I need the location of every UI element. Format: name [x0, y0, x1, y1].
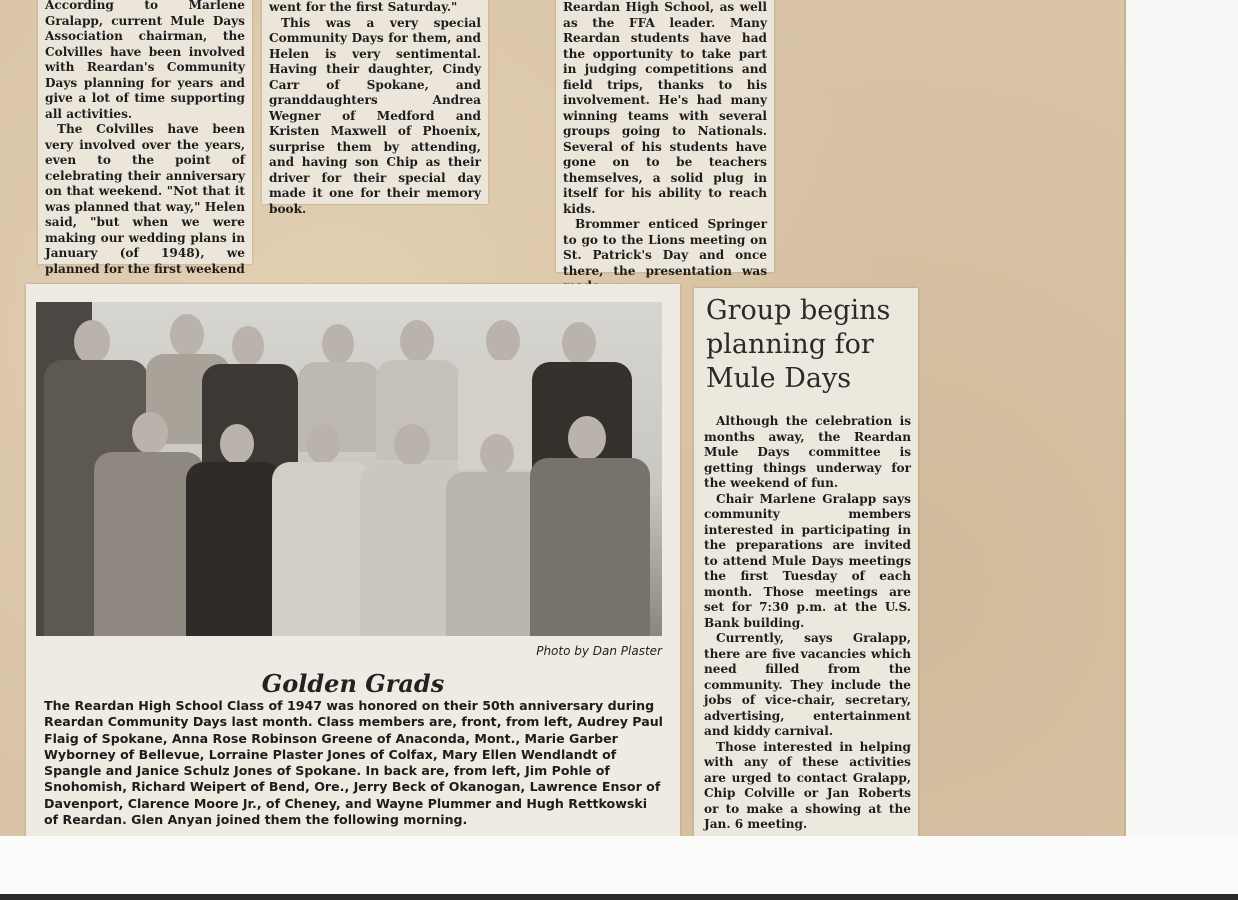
mule-days-article-clipping	[694, 288, 918, 836]
paragraph: This was a very special Community Days for them, and Helen is very sentimental. Having their daughter, Cindy Carr of Spokane, and granddaughters Andrea Wegner of Medford and Kristen Maxwell of Phoenix, surprise them by attending, and having son Chip as their driver for their special day made it one for their memory book.	[269, 15, 481, 216]
paragraph: According to Marlene Gralapp, current Mule Days Association chairman, the Colvilles have been involved with Reardan's Community Days planning for years and give a lot of time supporting all activities.	[45, 0, 245, 121]
article-column-a	[38, 0, 252, 277]
paragraph: Those interested in helping with any of these activities are urged to contact Gralapp, Chip Colville or Jan Roberts or to make a showing at the Jan. 6 meeting.	[704, 739, 911, 831]
photo-clipping	[26, 284, 680, 844]
scan-margin	[0, 836, 1238, 894]
paragraph: The Colvilles have been very involved over the years, even to the point of celebrating their anniversary on that weekend. "Not that it was planned that way," Helen said, "but when we were making our wedding plans in January (of 1948), we planned for the first weekend	[45, 122, 245, 276]
article-column-c	[556, 0, 774, 295]
photo-credit: Photo by Dan Plaster	[536, 644, 662, 658]
article-headline: Group begins planning for Mule Days	[706, 295, 891, 394]
newspaper-clipping-column-c	[556, 0, 774, 278]
article-body	[694, 414, 918, 833]
photo-caption: The Reardan High School Class of 1947 was honored on their 50th anniversary during Reardan Community Days last month. Class members are, front, from left, Audrey Paul Flaig of Spokane, Anna Rose Robinson Greene of Anaconda, Mont., Marie Garber Wyborney of Bellevue, Lorraine Plaster Jones of Colfax, Mary Ellen Wendlandt of Spangle and Janice Schulz Jones of Spokane. In back are, from left, Jim Pohle of Snohomish, Richard Weipert of Bend, Ore., Jerry Beck of Okanogan, Lawrence Ensor of Davenport, Clarence Moore Jr., of Cheney, and Wayne Plummer and Hugh Rettkowski of Reardan. Glen Anyan joined them the following morning.	[44, 698, 663, 828]
newspaper-clipping-column-b	[262, 0, 488, 216]
photo-title: Golden Grads	[261, 669, 445, 698]
paragraph: Brommer enticed Springer to go to the Lions meeting on St. Patrick's Day and once there, the presentation was	[563, 217, 767, 278]
group-photo	[36, 302, 662, 636]
scan-edge-strip	[0, 894, 1238, 900]
paragraph: Chair Marlene Gralapp says community members interested in participating in the preparations are invited to attend Mule Days meetings the first Tuesday of each month. Those meetings are set for 7:30 p.m. at the U.S. Bank building.	[704, 491, 911, 630]
article-column-b	[262, 0, 488, 217]
paragraph: went for the first Saturday."	[269, 0, 458, 14]
paragraph: Although the celebration is months away, the Reardan Mule Days committee is getting things underway for the weekend of fun.	[704, 414, 911, 490]
paragraph: Currently, says Gralapp, there are five vacancies which need filled from the community. They include the jobs of vice-chair, secretary, advertising, entertainment and kiddy carnival.	[704, 631, 911, 738]
paragraph: Reardan High School, as well as the FFA leader. Many Reardan students have had the opportunity to take part in judging competitions and field trips, thanks to his involvement. He's had many winning teams with several groups going to Nationals. Several of his students have gone on to be teachers themselves, a solid plug in itself for his ability to reach kids.	[563, 0, 767, 216]
newspaper-clipping-column-a	[38, 0, 252, 276]
